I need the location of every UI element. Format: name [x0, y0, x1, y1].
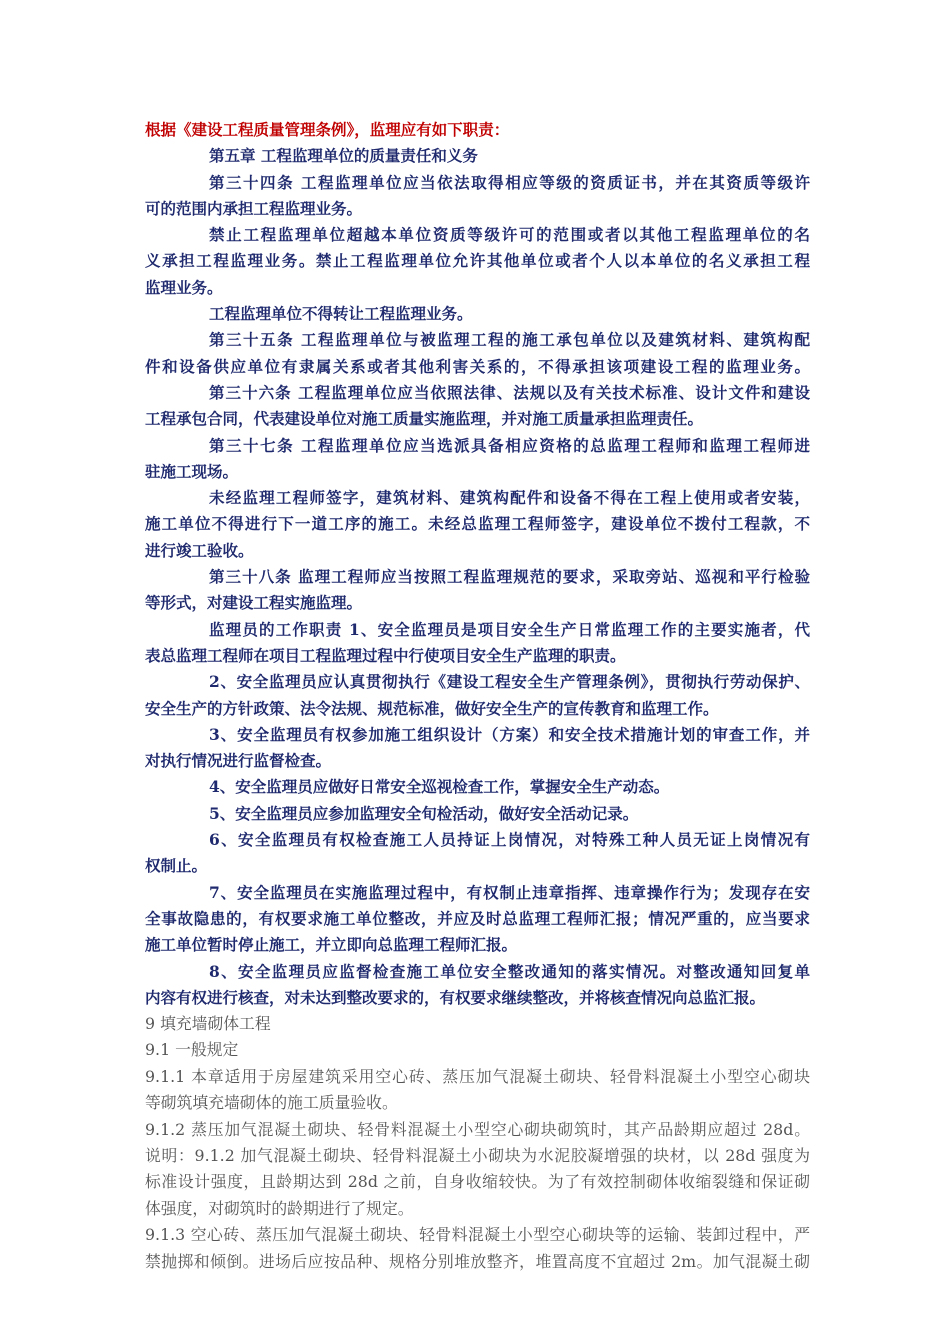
text-line: 6、安全监理员有权检查施工人员持证上岗情况，对特殊工种人员无证上岗情况有 — [209, 830, 810, 850]
duties-heading: 根据《建设工程质量管理条例》，监理应有如下职责： — [145, 120, 510, 139]
text-line: 等形式，对建设工程实施监理。 — [145, 593, 363, 613]
text-line: 对执行情况进行监督检查。 — [145, 751, 332, 771]
text-line: 3、安全监理员有权参加施工组织设计（方案）和安全技术措施计划的审查工作，并 — [209, 724, 810, 744]
text-line: 工程承包合同，代表建设单位对施工质量实施监理，并对施工质量承担监理责任。 — [145, 409, 704, 429]
text-line: 第三十四条 工程监理单位应当依法取得相应等级的资质证书，并在其资质等级许 — [209, 172, 810, 192]
text-line: 可的范围内承担工程监理业务。 — [145, 198, 363, 218]
text-line: 标准设计强度，且龄期达到 28d 之前，自身收缩较快。为了有效控制砌体收缩裂缝和保证砌 — [145, 1172, 810, 1192]
text-line: 9.1.1 本章适用于房屋建筑采用空心砖、蒸压加气混凝土砌块、轻骨料混凝土小型空心砌块 — [145, 1066, 810, 1086]
text-line: 未经监理工程师签字，建筑材料、建筑构配件和设备不得在工程上使用或者安装， — [209, 488, 810, 508]
text-line: 权制止。 — [145, 856, 208, 876]
text-line: 第三十五条 工程监理单位与被监理工程的施工承包单位以及建筑材料、建筑构配 — [209, 330, 810, 350]
text-line: 第三十七条 工程监理单位应当选派具备相应资格的总监理工程师和监理工程师进 — [209, 435, 810, 455]
chapter-five-title: 第五章 工程监理单位的质量责任和义务 — [209, 146, 478, 166]
text-line: 第三十八条 监理工程师应当按照工程监理规范的要求，采取旁站、巡视和平行检验 — [209, 567, 810, 587]
text-line: 监理员的工作职责 1、安全监理员是项目安全生产日常监理工作的主要实施者，代 — [209, 619, 810, 639]
text-line: 体强度，对砌筑时的龄期进行了规定。 — [145, 1198, 414, 1218]
text-line: 7、安全监理员在实施监理过程中，有权制止违章指挥、违章操作行为；发现存在安 — [209, 882, 810, 902]
text-line: 第三十六条 工程监理单位应当依照法律、法规以及有关技术标准、设计文件和建设 — [209, 382, 810, 402]
text-line: 禁抛掷和倾倒。进场后应按品种、规格分别堆放整齐，堆置高度不宜超过 2m。加气混凝土砌 — [145, 1251, 810, 1271]
text-line: 内容有权进行核查，对未达到整改要求的，有权要求继续整改，并将核查情况向总监汇报。 — [145, 987, 766, 1007]
section-9-1-heading: 9.1 一般规定 — [145, 1040, 239, 1060]
text-line: 9.1.3 空心砖、蒸压加气混凝土砌块、轻骨料混凝土小型空心砌块等的运输、装卸过程中，严 — [145, 1225, 810, 1245]
text-line: 义承担工程监理业务。禁止工程监理单位允许其他单位或者个人以本单位的名义承担工程 — [145, 251, 810, 271]
text-line: 等砌筑填充墙砌体的施工质量验收。 — [145, 1093, 398, 1113]
section-9-heading: 9 填充墙砌体工程 — [145, 1014, 271, 1034]
text-line: 9.1.2 蒸压加气混凝土砌块、轻骨料混凝土小型空心砌块砌筑时，其产品龄期应超过 28d。 — [145, 1119, 810, 1139]
text-line: 8、安全监理员应监督检查施工单位安全整改通知的落实情况。对整改通知回复单 — [209, 961, 810, 981]
text-line: 5、安全监理员应参加监理安全旬检活动，做好安全活动记录。 — [209, 803, 639, 823]
text-line: 禁止工程监理单位超越本单位资质等级许可的范围或者以其他工程监理单位的名 — [209, 225, 810, 245]
text-line: 安全生产的方针政策、法令法规、规范标准，做好安全生产的宣传教育和监理工作。 — [145, 698, 719, 718]
text-line: 驻施工现场。 — [145, 461, 239, 481]
text-line: 施工单位不得进行下一道工序的施工。未经总监理工程师签字，建设单位不拨付工程款，不 — [145, 514, 810, 534]
text-line: 全事故隐患的，有权要求施工单位整改，并应及时总监理工程师汇报；情况严重的，应当要求 — [145, 908, 810, 928]
text-line: 施工单位暂时停止施工，并立即向总监理工程师汇报。 — [145, 935, 518, 955]
text-line: 监理业务。 — [145, 277, 223, 297]
text-line: 2、安全监理员应认真贯彻执行《建设工程安全生产管理条例》，贯彻执行劳动保护、 — [209, 672, 810, 692]
text-line: 4、安全监理员应做好日常安全巡视检查工作，掌握安全生产动态。 — [209, 777, 670, 797]
document-body — [145, 117, 810, 1275]
text-line: 表总监理工程师在项目工程监理过程中行使项目安全生产监理的职责。 — [145, 645, 626, 665]
text-line: 工程监理单位不得转让工程监理业务。 — [209, 304, 473, 324]
text-line: 件和设备供应单位有隶属关系或者其他利害关系的，不得承担该项建设工程的监理业务。 — [145, 356, 810, 376]
text-line: 进行竣工验收。 — [145, 540, 254, 560]
text-line: 说明：9.1.2 加气混凝土砌块、轻骨料混凝土小砌块为水泥胶凝增强的块材，以 28d 强度为 — [145, 1146, 810, 1166]
